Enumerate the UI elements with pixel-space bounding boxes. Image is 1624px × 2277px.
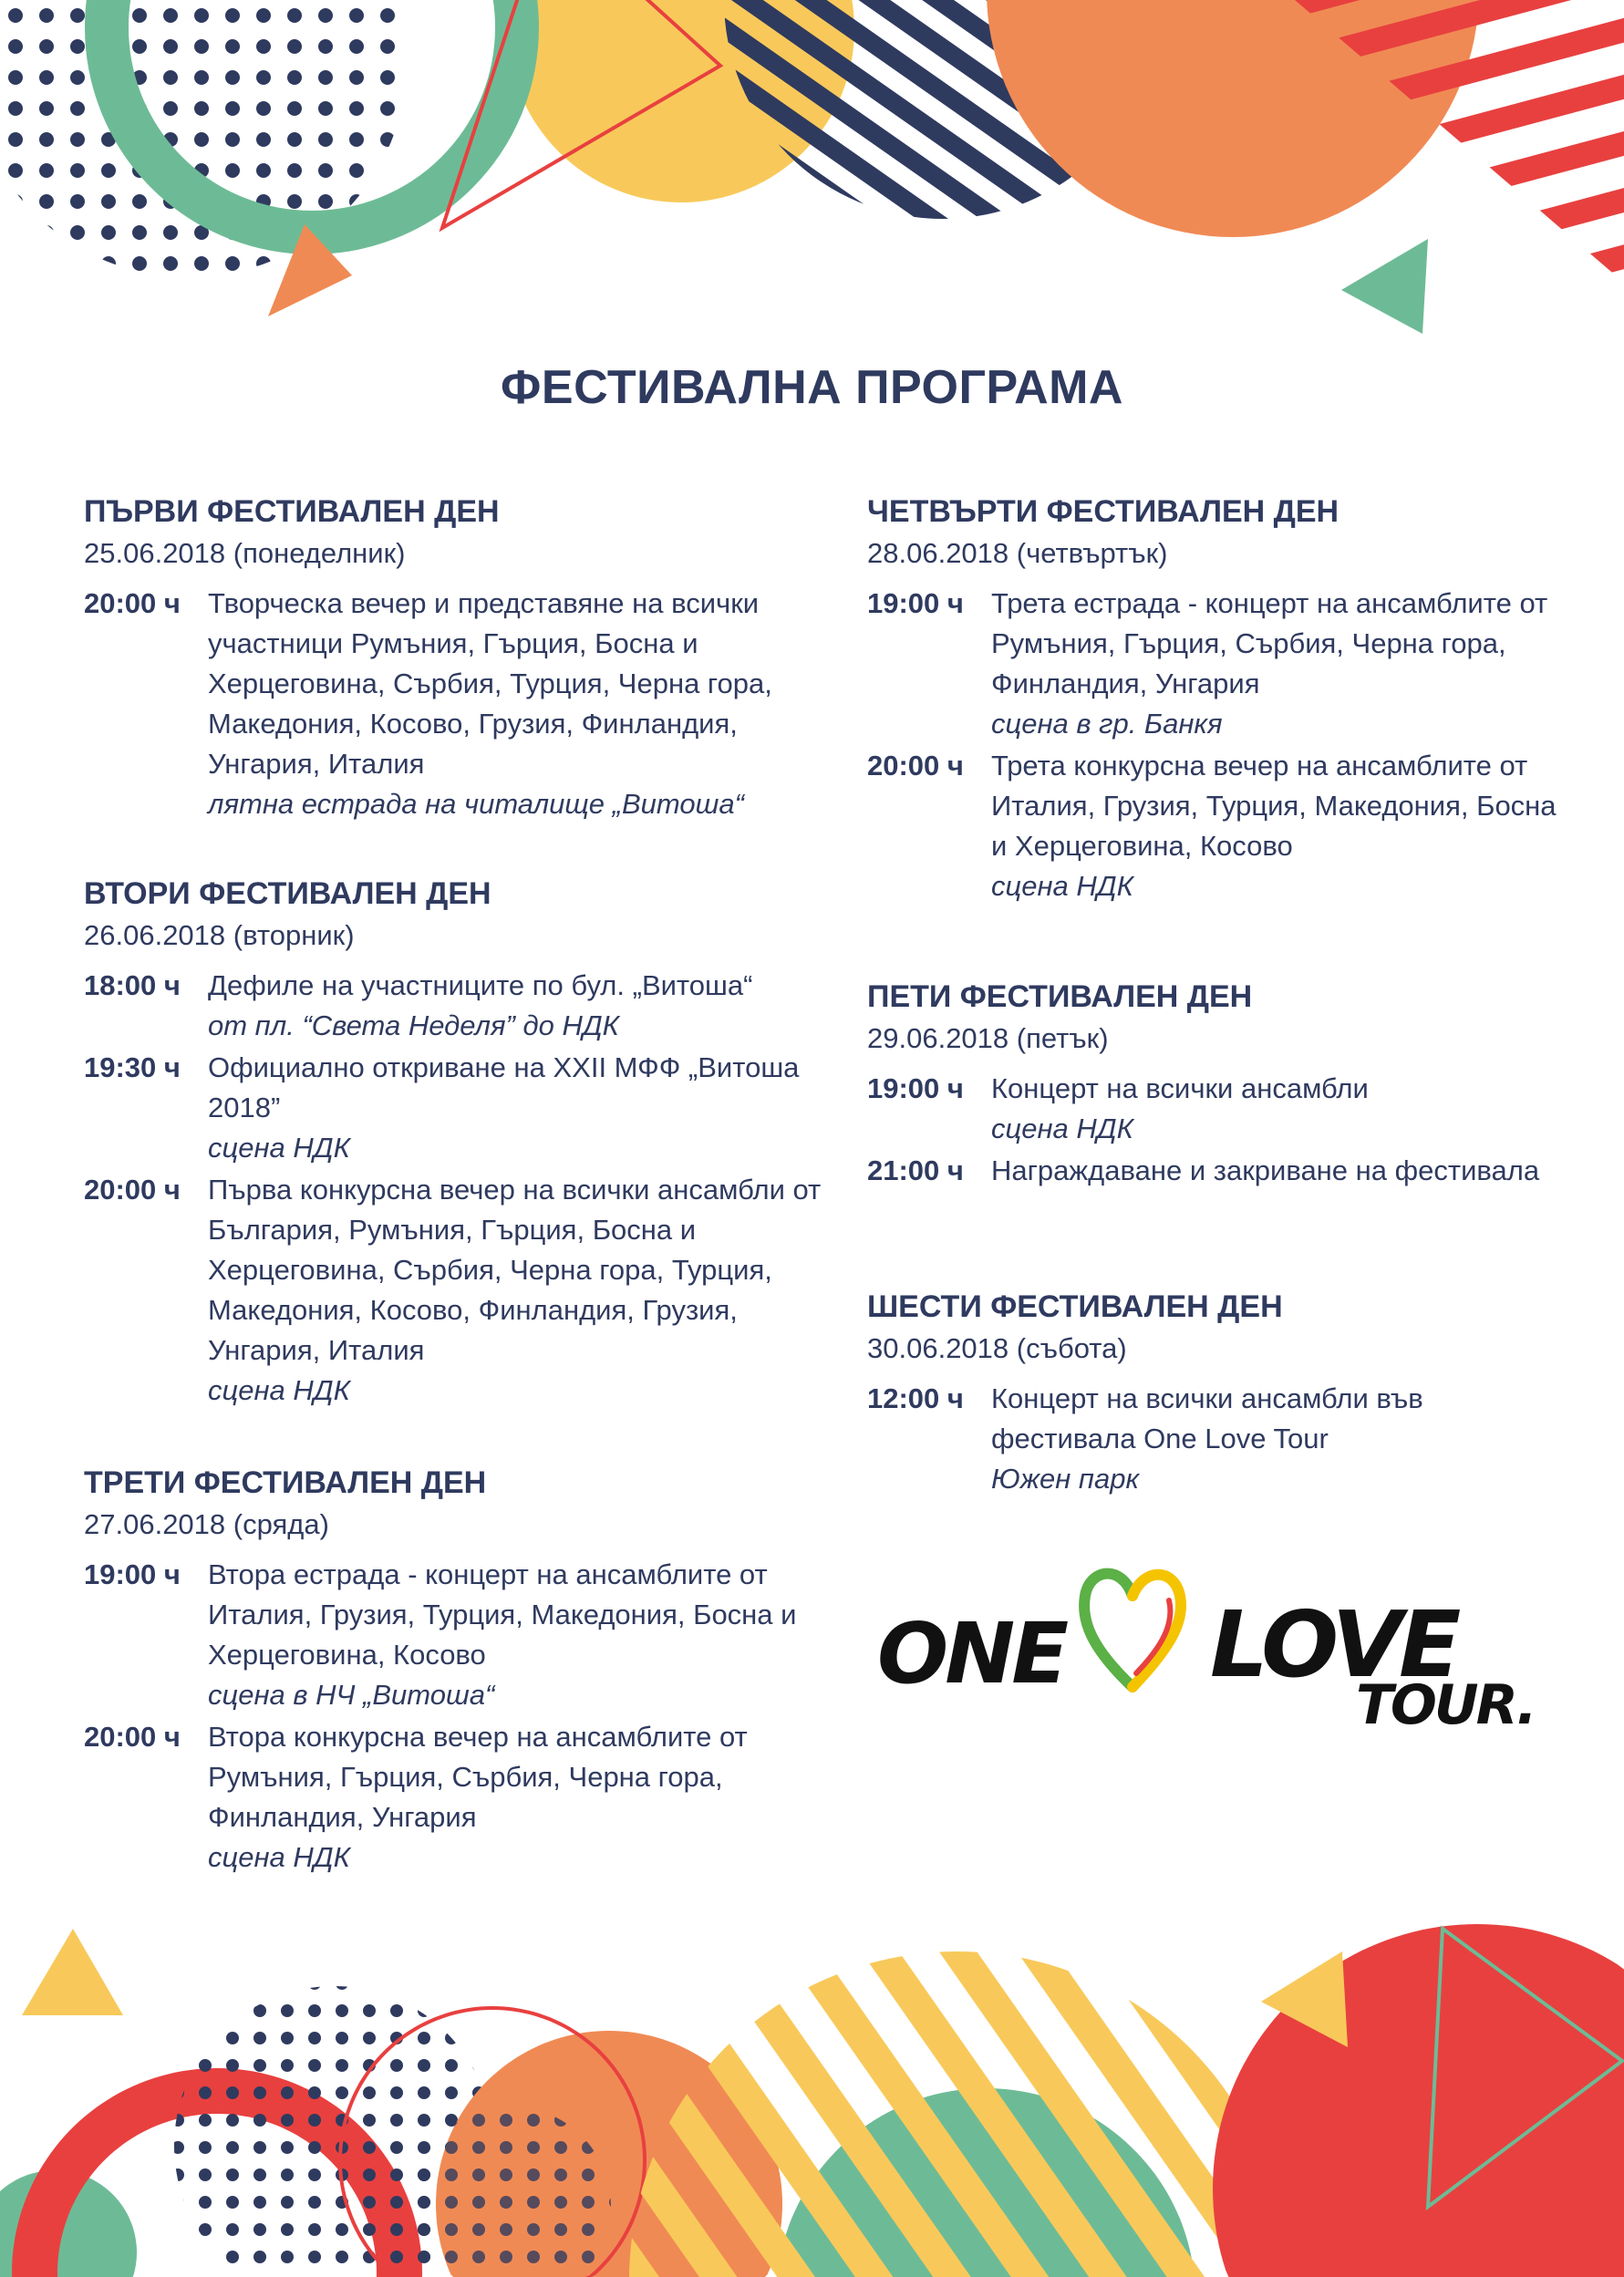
event-time: 18:00 ч	[84, 969, 181, 1001]
day-section	[867, 1286, 1560, 1501]
event-time: 20:00 ч	[84, 587, 181, 619]
event-description: Втора естрада - концерт на ансамблите от Италия, Грузия, Турция, Македония, Босна и Херцеговина, Косово	[208, 1558, 797, 1671]
event-item	[867, 1151, 1560, 1191]
event-description: Награждаване и закриване на фестивала	[991, 1154, 1540, 1186]
day-section	[84, 873, 832, 1413]
day-date: 27.06.2018 (сряда)	[84, 1508, 329, 1540]
event-venue: сцена НДК	[208, 1841, 350, 1873]
event-item	[867, 1069, 1560, 1149]
event-description: Втора конкурсна вечер на ансамблите от Румъния, Гърция, Сърбия, Черна гора, Финландия, Унгария	[208, 1721, 748, 1833]
day-date: 28.06.2018 (четвъртък)	[867, 537, 1168, 569]
day-heading: ЧЕТВЪРТИ ФЕСТИВАЛЕН ДЕН	[867, 494, 1340, 529]
event-venue: сцена в НЧ „Витоша“	[208, 1679, 495, 1711]
event-venue: Южен парк	[991, 1463, 1140, 1495]
page-title: ФЕСТИВАЛНА ПРОГРАМА	[501, 361, 1123, 414]
event-time: 20:00 ч	[867, 750, 964, 781]
event-venue: сцена НДК	[991, 870, 1133, 902]
logo-word-love: LOVE	[1210, 1591, 1458, 1698]
event-time: 19:00 ч	[867, 1072, 964, 1104]
day-date: 30.06.2018 (събота)	[867, 1332, 1127, 1364]
green-triangle	[1341, 239, 1428, 334]
event-description: Трета конкурсна вечер на ансамблите от Италия, Грузия, Турция, Македония, Босна и Херцеговина, Косово	[991, 750, 1557, 862]
event-time: 19:30 ч	[84, 1051, 181, 1083]
event-venue: лятна естрада на читалище „Витоша“	[208, 788, 744, 820]
event-time: 19:00 ч	[84, 1558, 181, 1590]
day-heading: ВТОРИ ФЕСТИВАЛЕН ДЕН	[84, 876, 491, 911]
event-description: Официално откриване на XXII МФФ „Витоша 2018”	[208, 1051, 800, 1123]
day-section	[867, 491, 1560, 908]
red-circle-right	[1213, 1924, 1624, 2277]
yellow-triangle	[22, 1929, 123, 2015]
event-item	[867, 1379, 1560, 1499]
event-description: Концерт на всички ансамбли във фестивала One Love Tour	[991, 1382, 1423, 1454]
event-time: 20:00 ч	[84, 1174, 181, 1206]
event-item	[84, 584, 832, 824]
day-section	[867, 976, 1560, 1193]
event-venue: сцена в гр. Банкя	[991, 708, 1223, 740]
event-item	[867, 746, 1560, 906]
event-time: 20:00 ч	[84, 1721, 181, 1753]
event-description: Творческа вечер и представяне на всички участници Румъния, Гърция, Босна и Херцеговина, Сърбия, Турция, Черна гора, Македония, Косово, Грузия, Финландия, Унгария, Италия	[208, 587, 772, 780]
event-time: 12:00 ч	[867, 1382, 964, 1414]
event-venue: сцена НДК	[208, 1132, 350, 1164]
event-venue: от пл. “Света Неделя” до НДК	[208, 1009, 619, 1041]
logo-word-one: ONE	[877, 1605, 1066, 1703]
event-item	[84, 1555, 832, 1715]
event-item	[867, 584, 1560, 744]
day-section	[84, 1462, 832, 1879]
one-love-tour-logo	[877, 1555, 1534, 1746]
event-venue: сцена НДК	[208, 1374, 350, 1406]
day-date: 26.06.2018 (вторник)	[84, 919, 355, 951]
day-section	[84, 491, 832, 826]
event-description: Трета естрада - концерт на ансамблите от Румъния, Гърция, Сърбия, Черна гора, Финландия, Унгария	[991, 587, 1548, 699]
event-item	[84, 1717, 832, 1878]
event-time: 19:00 ч	[867, 587, 964, 619]
day-heading: ПЪРВИ ФЕСТИВАЛЕН ДЕН	[84, 494, 500, 529]
event-item	[84, 1170, 832, 1411]
event-description: Дефиле на участниците по бул. „Витоша“	[208, 969, 753, 1001]
yellow-striped-circle	[629, 1951, 1286, 2277]
event-description: Първа конкурсна вечер на всички ансамбли от България, Румъния, Гърция, Босна и Херцеговина, Сърбия, Черна гора, Турция, Македония, Косово, Финландия, Грузия, Унгария, Италия	[208, 1174, 822, 1366]
day-date: 29.06.2018 (петък)	[867, 1022, 1109, 1054]
event-description: Концерт на всички ансамбли	[991, 1072, 1369, 1104]
day-heading: ТРЕТИ ФЕСТИВАЛЕН ДЕН	[84, 1465, 487, 1500]
logo-word-tour: TOUR.	[1356, 1673, 1535, 1737]
day-heading: ШЕСТИ ФЕСТИВАЛЕН ДЕН	[867, 1289, 1283, 1324]
day-date: 25.06.2018 (понеделник)	[84, 537, 406, 569]
event-venue: сцена НДК	[991, 1113, 1133, 1144]
event-time: 21:00 ч	[867, 1154, 964, 1186]
event-item	[84, 1048, 832, 1168]
heart-icon	[1076, 1559, 1190, 1696]
bottom-shapes	[0, 1924, 1624, 2277]
day-heading: ПЕТИ ФЕСТИВАЛЕН ДЕН	[867, 979, 1253, 1014]
event-item	[84, 966, 832, 1046]
